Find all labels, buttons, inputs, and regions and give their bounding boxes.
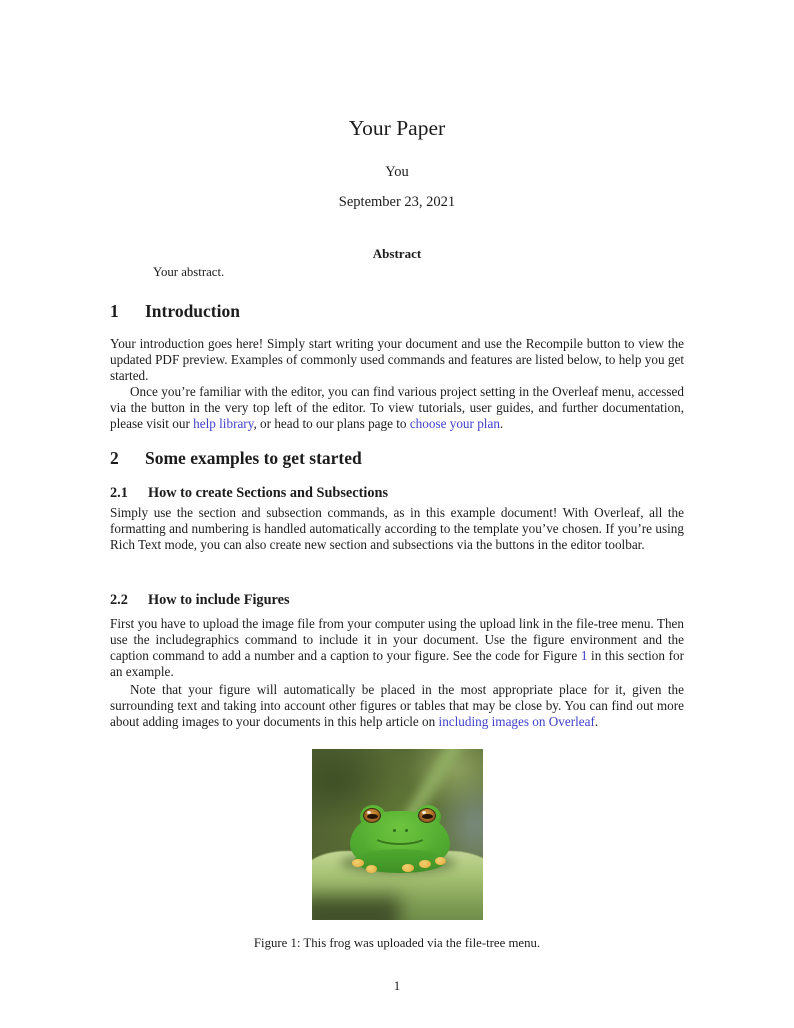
frog-toe <box>435 857 446 865</box>
section-1-number: 1 <box>110 301 119 321</box>
paragraph-text: Once you’re familiar with the editor, you can find various project setting in the Overleaf menu, accessed via the button in the very top left of the editor. To view tutorials, user guides, and further documentation, please visit our <box>110 384 684 431</box>
section-1-title: Introduction <box>145 301 240 321</box>
subsection-2-2-title: How to include Figures <box>148 592 290 608</box>
frog-toe <box>366 865 377 873</box>
help-library-link[interactable]: help library <box>193 416 254 431</box>
page-number: 1 <box>393 978 401 993</box>
including-images-link[interactable]: including images on Overleaf <box>438 714 595 729</box>
subsection-2-2-paragraph-1 <box>110 616 684 680</box>
section-2-title: Some examples to get started <box>145 448 362 468</box>
frog-eye-glint-right <box>422 811 426 814</box>
paragraph-text: . <box>594 714 599 729</box>
branch-shadow <box>312 897 400 920</box>
paragraph-text: , or head to our plans page to <box>253 416 410 431</box>
section-1-paragraph-2 <box>110 384 684 432</box>
paper-date: September 23, 2021 <box>338 194 456 210</box>
section-2-heading <box>110 448 684 469</box>
paragraph-text: First you have to upload the image file from your computer using the upload link in the file-tree menu. Then use the includegraphics command to include it in your document. Use the figure environment and the caption command to add a number and a caption to your figure. See the code for Figure <box>110 616 684 663</box>
frog-nostril-right <box>405 829 408 832</box>
paragraph-text: in this section for an example. <box>110 648 684 679</box>
frog-mouth <box>372 825 428 845</box>
section-1-paragraph-1: Your introduction goes here! Simply start writing your document and use the Recompile button to view the updated PDF preview. Examples of commonly used commands and features are listed below, to help you get started. <box>110 336 684 383</box>
figure-1-caption: Figure 1: This frog was uploaded via the file-tree menu. <box>253 936 541 950</box>
frog-eye-right <box>418 808 436 823</box>
frog-pupil-left <box>367 814 378 819</box>
frog-toe <box>402 864 414 872</box>
choose-your-plan-link[interactable]: choose your plan <box>409 416 500 431</box>
frog-eye-left <box>363 808 381 823</box>
paper-author: You <box>385 164 409 180</box>
abstract-text: Your abstract. <box>153 265 225 279</box>
subsection-2-2-heading <box>110 592 684 609</box>
paragraph-text: . <box>499 416 504 431</box>
figure-1-ref-link[interactable]: 1 <box>580 648 588 663</box>
paragraph-text: Note that your figure will automatically be placed in the most appropriate place for it, given the surrounding text and taking into account other figures or tables that may be close by. You can find out more about adding images to your documents in this help article on <box>110 682 684 729</box>
section-1-heading <box>110 301 684 322</box>
section-2-number: 2 <box>110 448 119 468</box>
frog-nostril-left <box>393 829 396 832</box>
subsection-2-1-title: How to create Sections and Subsections <box>148 485 389 501</box>
frog-eye-glint-left <box>367 811 371 814</box>
paper-title: Your Paper <box>348 116 446 140</box>
abstract-heading: Abstract <box>372 246 422 261</box>
subsection-2-1-heading <box>110 485 684 502</box>
frog-toe <box>419 860 431 868</box>
subsection-2-1-paragraph: Simply use the section and subsection commands, as in this example document! With Overleaf, all the formatting and numbering is handled automatically according to the template you’ve chosen. If you’re using Rich Text mode, you can also create new section and subsections via the buttons in the editor toolbar. <box>110 505 684 552</box>
frog-pupil-right <box>422 814 433 819</box>
subsection-2-2-paragraph-2 <box>110 682 684 730</box>
figure-1-image <box>312 749 483 920</box>
frog-toe <box>352 859 364 867</box>
subsection-2-2-number: 2.2 <box>110 592 128 608</box>
subsection-2-1-number: 2.1 <box>110 485 128 501</box>
